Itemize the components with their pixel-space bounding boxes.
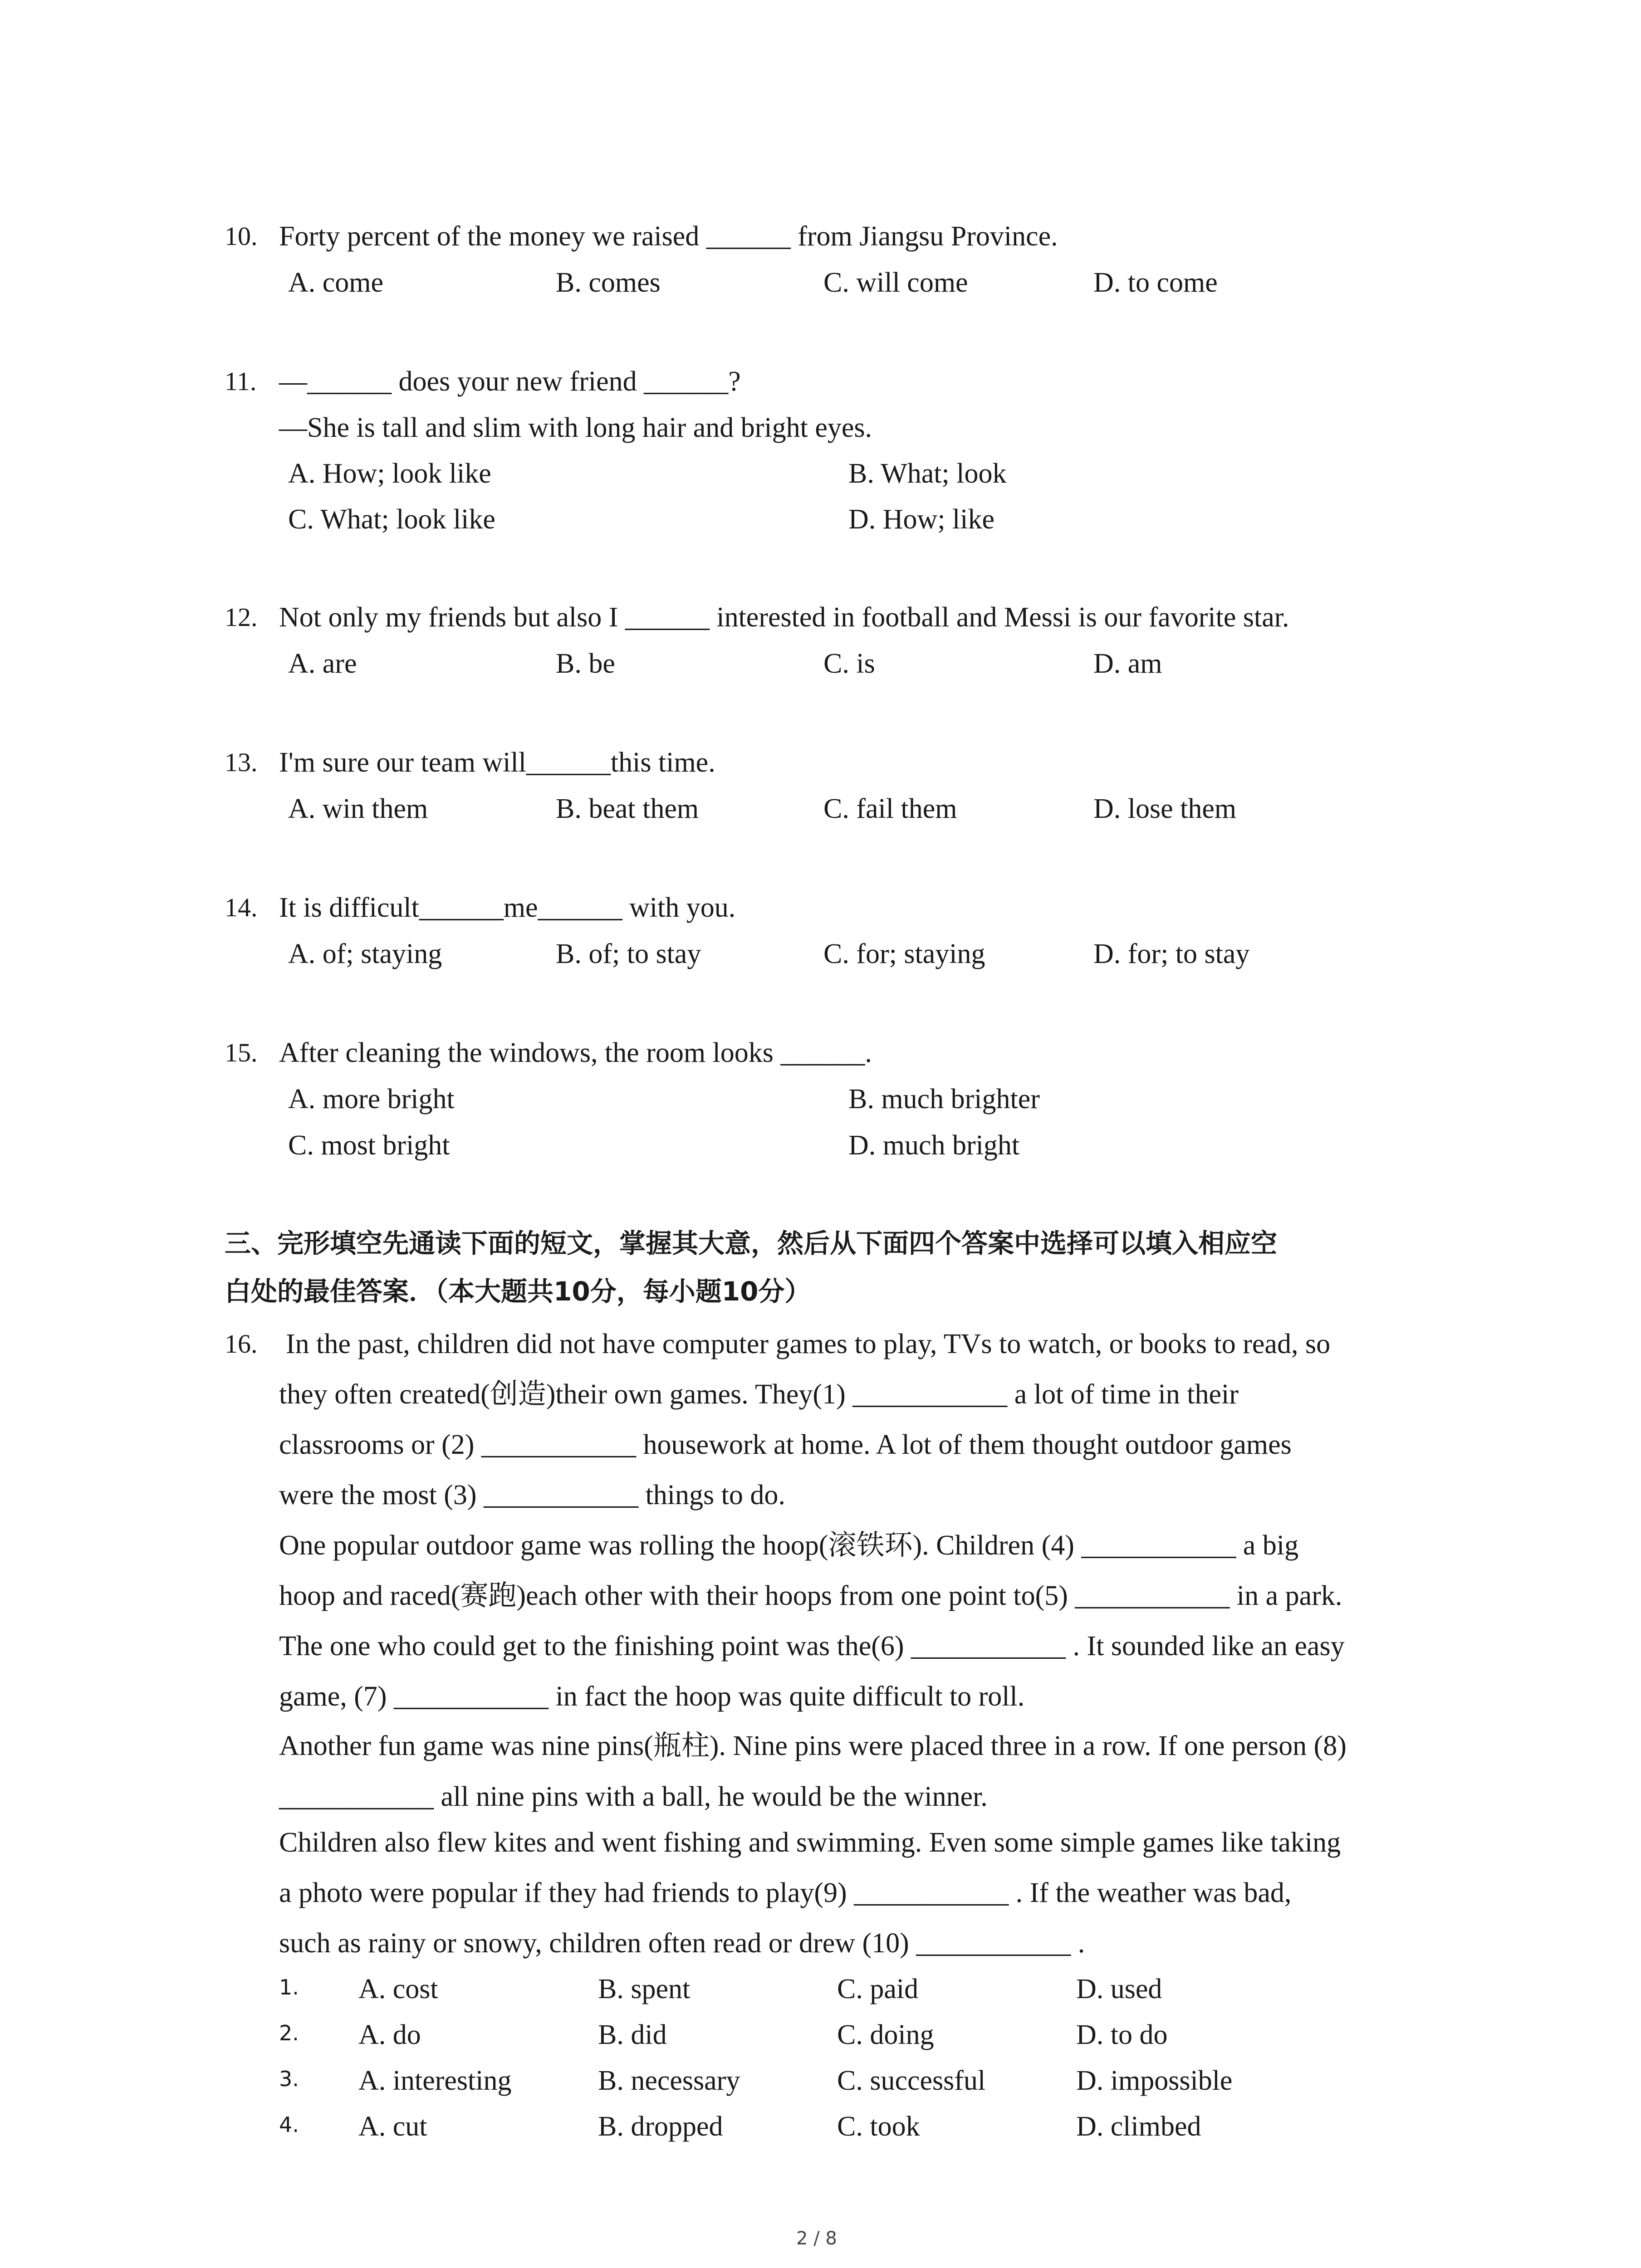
passage-line: Another fun game was nine pins(瓶柱). Nine pins were placed three in a row. If one person (8) [279, 1730, 1347, 1761]
passage-line: classrooms or (2) ___________ housework at home. A lot of them thought outdoor games [279, 1429, 1292, 1460]
question-number: 14. [225, 893, 258, 922]
question-stem: Forty percent of the money we raised ______ from Jiangsu Province. [279, 221, 1058, 252]
question-stem: —______ does your new friend ______? [279, 366, 741, 397]
option-b: B. comes [556, 267, 661, 298]
option-a: A. How; look like [288, 458, 491, 489]
passage-line: were the most (3) ___________ things to do. [279, 1480, 785, 1510]
option-d: D. lose them [1093, 793, 1237, 824]
option-c: C. most bright [288, 1130, 450, 1161]
passage-line: a photo were popular if they had friends to play(9) ___________ . If the weather was bad, [279, 1877, 1292, 1908]
option-b: B. did [598, 2019, 667, 2050]
option-b: B. necessary [598, 2065, 740, 2096]
option-b: B. be [556, 648, 615, 679]
option-a: A. more bright [288, 1084, 455, 1114]
option-b: B. dropped [598, 2111, 723, 2142]
passage-line: The one who could get to the finishing point was the(6) ___________ . It sounded like an easy [279, 1631, 1345, 1662]
question-number: 13. [225, 748, 258, 777]
passage-line: they often created(创造)their own games. They(1) ___________ a lot of time in their [279, 1379, 1239, 1410]
option-a: A. cut [358, 2111, 427, 2142]
option-a: A. interesting [358, 2065, 512, 2096]
option-c: C. paid [837, 1974, 919, 2004]
sub-question-number: 2. [279, 2021, 299, 2045]
option-a: A. do [358, 2019, 421, 2050]
option-a: A. are [288, 648, 357, 679]
section-heading-line-2: 白处的最佳答案．（本大题共10分，每小题10分） [225, 1276, 811, 1307]
option-c: C. fail them [823, 793, 957, 824]
option-c: C. is [823, 648, 875, 679]
passage-line: ___________ all nine pins with a ball, he would be the winner. [279, 1781, 988, 1812]
question-stem-reply: —She is tall and slim with long hair and bright eyes. [279, 412, 872, 443]
option-c: C. successful [837, 2065, 986, 2096]
option-c: C. will come [823, 267, 968, 298]
option-a: A. of; staying [288, 938, 442, 969]
question-stem: I'm sure our team will______this time. [279, 747, 715, 778]
option-d: D. to do [1076, 2019, 1168, 2050]
passage-line: Children also flew kites and went fishing and swimming. Even some simple games like taking [279, 1827, 1341, 1858]
option-b: B. much brighter [848, 1084, 1040, 1114]
option-a: A. come [288, 267, 384, 298]
section-heading-line-1: 三、完形填空先通读下面的短文，掌握其大意，然后从下面四个答案中选择可以填入相应空 [225, 1228, 1278, 1259]
passage-line: such as rainy or snowy, children often read or drew (10) ___________ . [279, 1928, 1085, 1959]
option-d: D. climbed [1076, 2111, 1201, 2142]
option-d: D. much bright [848, 1130, 1020, 1161]
option-c: C. What; look like [288, 504, 495, 535]
question-number: 12. [225, 602, 258, 632]
question-stem: It is difficult______me______ with you. [279, 892, 736, 923]
option-b: B. of; to stay [556, 938, 701, 969]
question-stem: After cleaning the windows, the room looks ______. [279, 1037, 872, 1068]
sub-question-number: 3. [279, 2067, 299, 2091]
option-a: A. win them [288, 793, 428, 824]
option-d: D. used [1076, 1974, 1162, 2004]
passage-line: One popular outdoor game was rolling the hoop(滚铁环). Children (4) ___________ a big [279, 1530, 1299, 1561]
option-d: D. to come [1093, 267, 1218, 298]
option-a: A. cost [358, 1974, 438, 2004]
page-number: 2 / 8 [796, 2228, 837, 2249]
question-number: 11. [225, 367, 257, 396]
question-number: 16. [225, 1329, 258, 1359]
option-b: B. spent [598, 1974, 691, 2004]
option-d: D. am [1093, 648, 1162, 679]
question-number: 10. [225, 221, 258, 251]
option-b: B. What; look [848, 458, 1007, 489]
question-stem: Not only my friends but also I ______ interested in football and Messi is our favorite star. [279, 602, 1289, 633]
option-c: C. for; staying [823, 938, 985, 969]
passage-line: In the past, children did not have computer games to play, TVs to watch, or books to read, so [286, 1329, 1331, 1359]
option-c: C. doing [837, 2019, 934, 2050]
option-d: D. for; to stay [1093, 938, 1250, 969]
passage-line: hoop and raced(赛跑)each other with their hoops from one point to(5) ___________ in a park. [279, 1580, 1342, 1611]
option-c: C. took [837, 2111, 920, 2142]
option-d: D. impossible [1076, 2065, 1233, 2096]
option-b: B. beat them [556, 793, 699, 824]
question-number: 15. [225, 1038, 258, 1067]
sub-question-number: 4. [279, 2112, 299, 2137]
option-d: D. How; like [848, 504, 995, 535]
passage-line: game, (7) ___________ in fact the hoop was quite difficult to roll. [279, 1681, 1025, 1712]
sub-question-number: 1. [279, 1975, 299, 1999]
